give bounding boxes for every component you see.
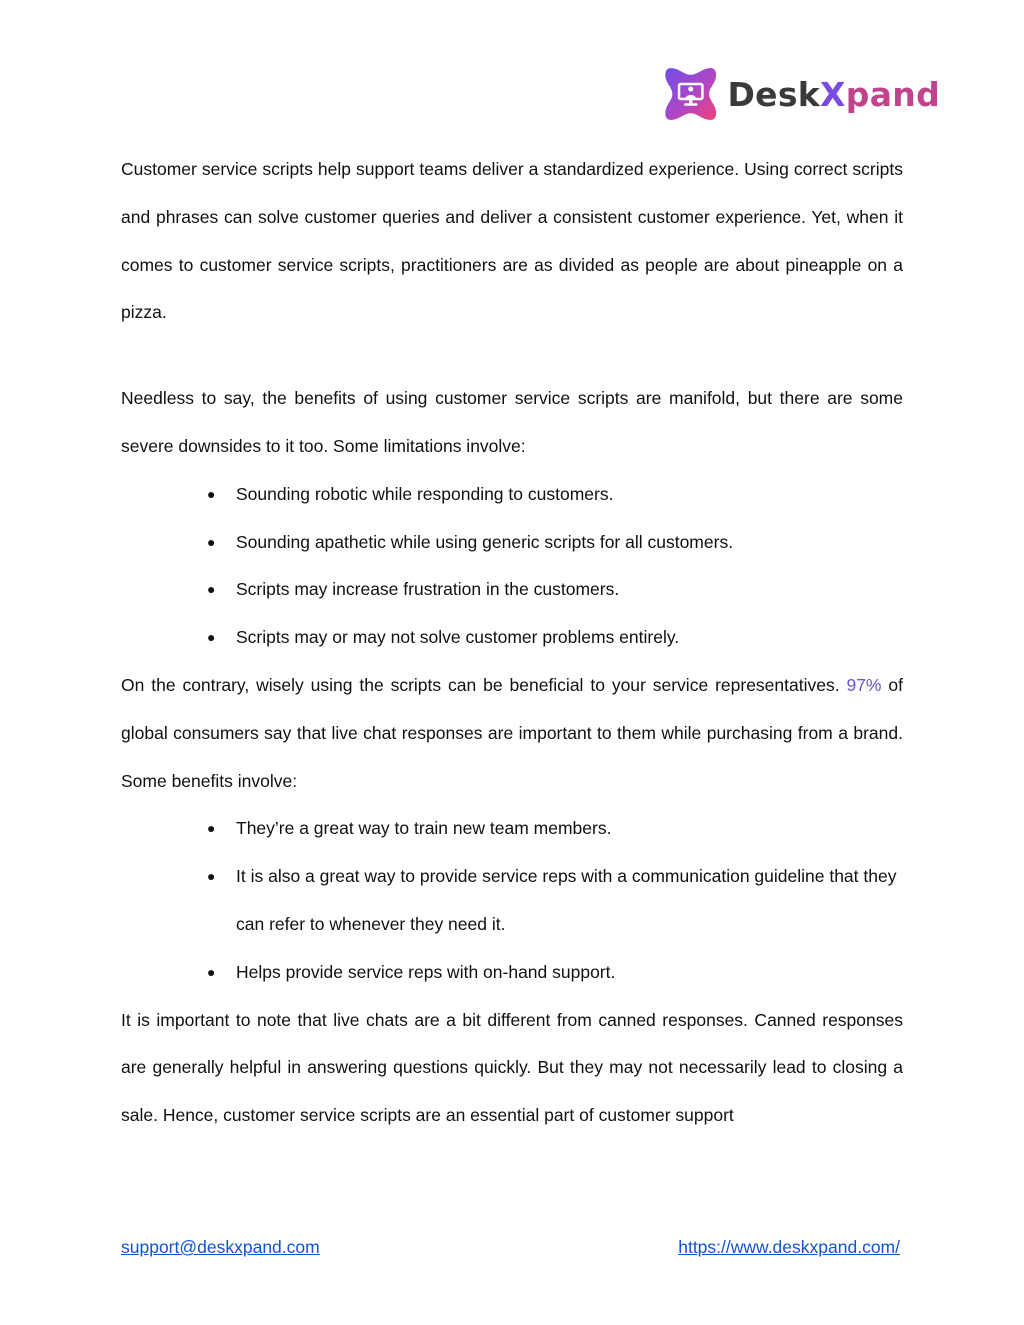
paragraph-benefits-intro: [121, 662, 903, 805]
bullet-icon: ●: [207, 820, 216, 837]
paragraph-text: of global consumers say that live chat responses are important to them while purchasing from a brand. Some benefits involve:: [121, 674, 903, 791]
list-item-text: They’re a great way to train new team members.: [236, 818, 612, 839]
list-item: [121, 471, 903, 519]
list-item: [121, 805, 903, 853]
page-footer: [121, 1237, 900, 1258]
paragraph-limitations-intro: Needless to say, the benefits of using customer service scripts are manifold, but there are some severe downsides to it too. Some limitations involve:: [121, 388, 903, 456]
bullet-icon: ●: [207, 629, 216, 646]
deskxpand-logo-icon: [664, 61, 717, 127]
brand-logo: [664, 60, 940, 128]
bullet-icon: ●: [207, 485, 216, 502]
bullet-icon: ●: [207, 868, 216, 885]
list-item-text: Scripts may increase frustration in the customers.: [236, 579, 620, 600]
list-item-text: Helps provide service reps with on-hand support.: [236, 961, 616, 982]
paragraph-canned-responses: It is important to note that live chats are a bit different from canned responses. Canned responses are generally helpful in answering questions quickly. But they may not necessarily lead to closing a sale. Hence, customer service scripts are an essential part of customer support: [121, 1009, 903, 1126]
list-item-text: Sounding robotic while responding to customers.: [236, 483, 614, 504]
list-item: [121, 519, 903, 567]
support-email-link[interactable]: support@deskxpand.com: [121, 1237, 320, 1257]
list-item-text: Scripts may or may not solve customer problems entirely.: [236, 627, 680, 648]
list-item: [121, 949, 903, 997]
limitations-list: [121, 471, 903, 662]
statistic-link[interactable]: 97%: [846, 674, 882, 695]
list-item-text: Sounding apathetic while using generic scripts for all customers.: [236, 531, 734, 552]
brand-name-x: X: [820, 74, 846, 114]
paragraph-gap: [121, 337, 903, 375]
brand-name-pand: pand: [845, 74, 940, 114]
bullet-icon: ●: [207, 963, 216, 980]
list-item: [121, 853, 903, 949]
brand-name-desk: Desk: [727, 74, 821, 114]
list-item-text: It is also a great way to provide service reps with a communication guideline that they can refer to whenever they need it.: [236, 866, 897, 934]
brand-wordmark: [727, 74, 940, 114]
bullet-icon: ●: [207, 533, 216, 550]
benefits-list: [121, 805, 903, 996]
website-link[interactable]: https://www.deskxpand.com/: [678, 1237, 900, 1257]
document-body: [121, 146, 903, 1140]
paragraph-intro: Customer service scripts help support teams deliver a standardized experience. Using correct scripts and phrases can solve customer queries and deliver a consistent customer experience. Yet, when it comes to customer service scripts, practitioners are as divided as people are about pineapple on a pizza.: [121, 159, 903, 323]
bullet-icon: ●: [207, 581, 216, 598]
list-item: [121, 566, 903, 614]
paragraph-text: On the contrary, wisely using the scripts can be beneficial to your service representatives.: [121, 674, 847, 695]
list-item: [121, 614, 903, 662]
